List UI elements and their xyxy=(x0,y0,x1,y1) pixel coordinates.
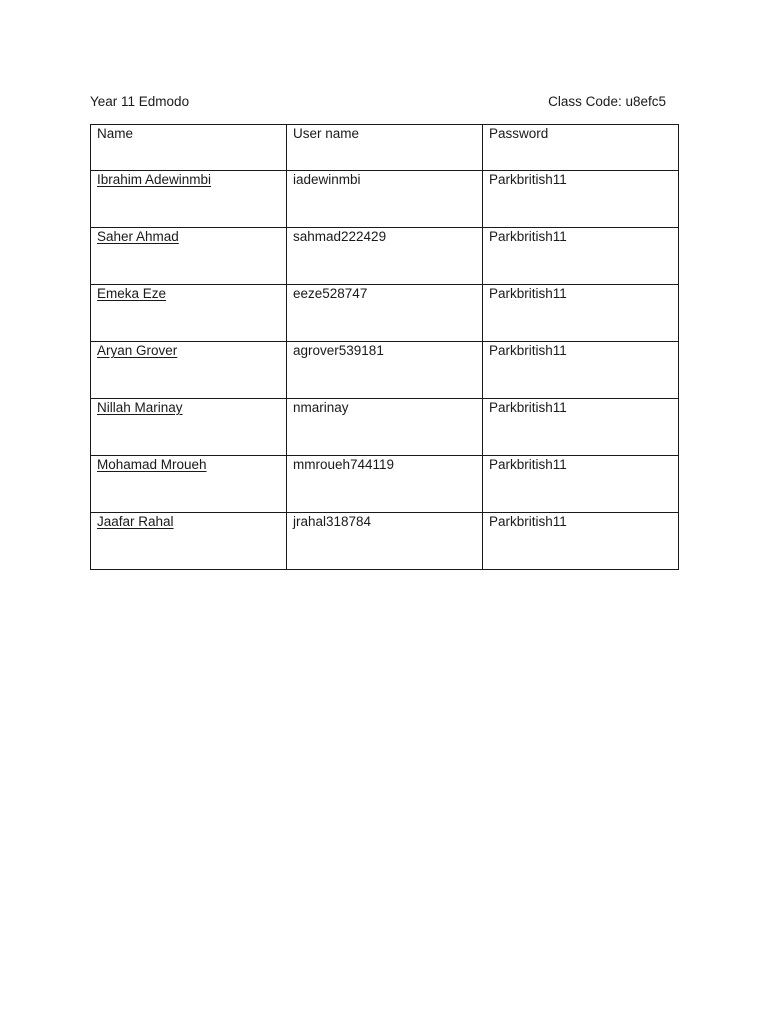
table-row xyxy=(91,228,679,285)
password-cell: Parkbritish11 xyxy=(483,513,679,570)
student-credentials-table xyxy=(90,124,679,570)
student-name-cell xyxy=(91,399,287,456)
student-name-cell xyxy=(91,342,287,399)
username-cell: iadewinmbi xyxy=(287,171,483,228)
student-name: Aryan Grover xyxy=(97,343,178,358)
student-name-cell xyxy=(91,228,287,285)
student-name: Jaafar Rahal xyxy=(97,514,174,529)
table-header-row xyxy=(91,125,679,171)
password-cell: Parkbritish11 xyxy=(483,342,679,399)
password-cell: Parkbritish11 xyxy=(483,228,679,285)
student-name: Saher Ahmad xyxy=(97,229,179,244)
username-cell: sahmad222429 xyxy=(287,228,483,285)
table-row xyxy=(91,342,679,399)
username-cell: nmarinay xyxy=(287,399,483,456)
username-cell: eeze528747 xyxy=(287,285,483,342)
student-name: Mohamad Mroueh xyxy=(97,457,207,472)
student-name: Ibrahim Adewinmbi xyxy=(97,172,212,187)
student-name: Nillah Marinay xyxy=(97,400,183,415)
student-name-cell xyxy=(91,456,287,513)
password-cell: Parkbritish11 xyxy=(483,456,679,513)
column-header-username: User name xyxy=(287,125,483,171)
student-name-cell xyxy=(91,513,287,570)
student-name-cell xyxy=(91,171,287,228)
username-cell: agrover539181 xyxy=(287,342,483,399)
password-cell: Parkbritish11 xyxy=(483,399,679,456)
table-row xyxy=(91,456,679,513)
column-header-password: Password xyxy=(483,125,679,171)
class-code: Class Code: u8efc5 xyxy=(548,94,666,109)
student-name: Emeka Eze xyxy=(97,286,167,301)
table-row xyxy=(91,399,679,456)
password-cell: Parkbritish11 xyxy=(483,285,679,342)
table-row xyxy=(91,513,679,570)
username-cell: jrahal318784 xyxy=(287,513,483,570)
table-row xyxy=(91,285,679,342)
student-name-cell xyxy=(91,285,287,342)
column-header-name: Name xyxy=(91,125,287,171)
password-cell: Parkbritish11 xyxy=(483,171,679,228)
username-cell: mmroueh744119 xyxy=(287,456,483,513)
table-row xyxy=(91,171,679,228)
document-title: Year 11 Edmodo xyxy=(90,94,190,109)
